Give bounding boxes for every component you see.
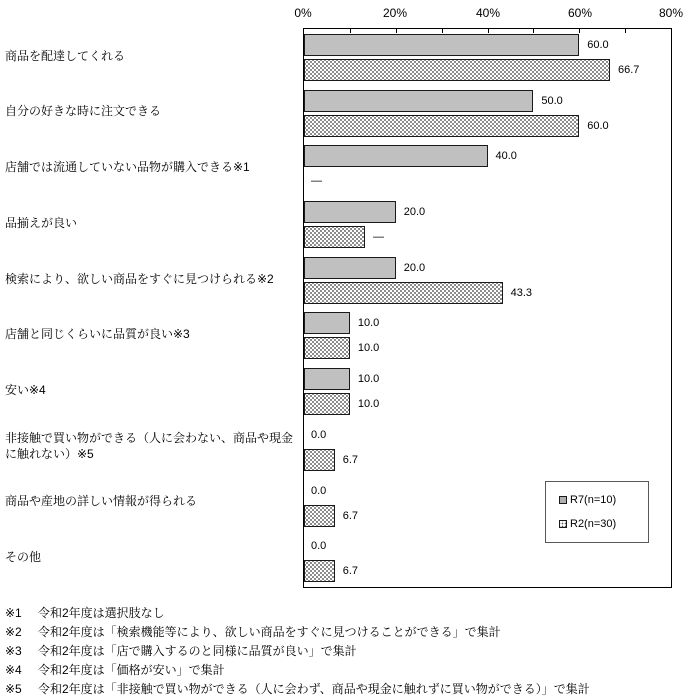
bar-value-label: 43.3: [510, 286, 533, 299]
footnote-line: [5, 661, 689, 680]
bar-line-r2: [304, 170, 671, 192]
bar-value-label: 66.7: [617, 64, 640, 76]
footnotes: [5, 604, 689, 699]
category-label: 商品を配達してくれる: [5, 48, 126, 63]
footnote-text: 令和2年度は「店で購入するのと同様に品質が良い」で集計: [38, 644, 357, 658]
footnote-text: 令和2年度は「価格が安い」で集計: [38, 663, 225, 677]
bar-r7: [304, 257, 396, 279]
bar-line-r2: [304, 337, 671, 359]
bar-line-r7: [304, 424, 671, 446]
category-label: 店舗と同じくらいに品質が良い※3: [5, 327, 190, 342]
bar-value-label: 6.7: [342, 509, 359, 522]
legend: [545, 481, 649, 543]
bar-value-label: 0.0: [311, 540, 327, 553]
bar-value-label: 0.0: [311, 428, 327, 441]
category-label: 自分の好きな時に注文できる: [5, 104, 162, 119]
legend-entry-r7: [559, 494, 648, 506]
bar-value-label: 10.0: [357, 317, 380, 330]
axis-tick-label: 60%: [567, 6, 593, 20]
bar-value-label: 60.0: [587, 39, 609, 51]
footnote-line: [5, 604, 689, 623]
bar-line-r7: [304, 368, 671, 390]
bar-value-label: —: [311, 175, 322, 188]
chart-row: [304, 252, 671, 308]
category-label: 品揃えが良い: [5, 215, 78, 230]
bar-line-r7: [304, 34, 671, 56]
axis-tick-label: 40%: [475, 6, 501, 20]
bar-r7: [304, 90, 533, 112]
bar-r2: [304, 115, 579, 137]
bar-line-r2: [304, 393, 671, 415]
footnote-marker: ※1: [5, 606, 22, 620]
bar-value-label: 10.0: [357, 373, 380, 386]
chart-row: [304, 363, 671, 419]
bar-line-r2: [304, 226, 671, 248]
bar-r7: [304, 34, 579, 56]
bar-value-label: 60.0: [587, 119, 609, 132]
axis-tick-label: 80%: [658, 6, 684, 20]
bar-r7: [304, 368, 350, 390]
axis-tick-label: 20%: [382, 6, 408, 20]
bar-r2: [304, 449, 335, 471]
footnote-marker: ※3: [5, 644, 22, 658]
footnote-text: 令和2年度は「非接触で買い物ができる（人に会わず、商品や現金に触れずに買い物ができる）」で集計: [38, 682, 590, 696]
bar-value-label: 6.7: [342, 565, 359, 578]
legend-label-r2: R2(n=30): [570, 518, 617, 530]
bar-value-label: —: [373, 231, 384, 244]
bar-value-label: 6.7: [342, 453, 359, 466]
bar-r2: [304, 505, 335, 527]
bar-line-r2: [304, 560, 671, 582]
axis-tick-label: 0%: [294, 6, 312, 20]
chart-row: [304, 140, 671, 196]
category-label: 非接触で買い物ができる（人に会わない、商品や現金に触れない）※5: [5, 430, 294, 461]
bar-r7: [304, 201, 396, 223]
bar-value-label: 10.0: [357, 398, 380, 411]
bar-r2: [304, 59, 610, 81]
legend-marker-r7-icon: [559, 496, 567, 504]
bar-line-r7: [304, 257, 671, 279]
bar-r2: [304, 337, 350, 359]
footnote-line: [5, 623, 689, 642]
footnote-line: [5, 680, 689, 699]
bar-line-r7: [304, 201, 671, 223]
bar-value-label: 40.0: [495, 150, 517, 163]
footnote-marker: ※5: [5, 682, 22, 696]
bar-r7: [304, 145, 488, 167]
bar-r2: [304, 226, 365, 248]
footnote-marker: ※4: [5, 663, 22, 677]
bar-line-r2: [304, 449, 671, 471]
bar-line-r2: [304, 282, 671, 304]
category-label: 店舗では流通していない品物が購入できる※1: [5, 160, 250, 175]
footnote-text: 令和2年度は選択肢なし: [38, 606, 165, 620]
bar-value-label: 50.0: [541, 94, 563, 107]
bar-r7: [304, 312, 350, 334]
bar-value-label: 20.0: [403, 206, 426, 219]
chart-row: [304, 85, 671, 141]
footnote-text: 令和2年度は「検索機能等により、欲しい商品をすぐに見つけることができる」で集計: [38, 625, 501, 639]
legend-entry-r2: [559, 518, 648, 530]
bar-line-r7: [304, 312, 671, 334]
chart-row: [304, 196, 671, 252]
category-label: 安い※4: [5, 382, 46, 397]
legend-marker-r2-icon: [559, 520, 567, 528]
category-label: 商品や産地の詳しい情報が得られる: [5, 494, 198, 509]
chart-row: [304, 307, 671, 363]
chart-row: [304, 419, 671, 475]
legend-label-r7: R7(n=10): [570, 494, 617, 506]
bar-value-label: 10.0: [357, 342, 380, 355]
bar-value-label: 0.0: [311, 484, 327, 497]
category-label: その他: [5, 550, 42, 565]
bar-r2: [304, 560, 335, 582]
footnote-line: [5, 642, 689, 661]
bar-line-r2: [304, 115, 671, 137]
chart-row: [304, 29, 671, 85]
category-label: 検索により、欲しい商品をすぐに見つけられる※2: [5, 271, 274, 286]
bar-r2: [304, 393, 350, 415]
bar-line-r7: [304, 145, 671, 167]
footnote-marker: ※2: [5, 625, 22, 639]
bar-value-label: 20.0: [403, 261, 426, 274]
bar-r2: [304, 282, 503, 304]
bar-line-r7: [304, 90, 671, 112]
bar-line-r2: [304, 59, 671, 81]
